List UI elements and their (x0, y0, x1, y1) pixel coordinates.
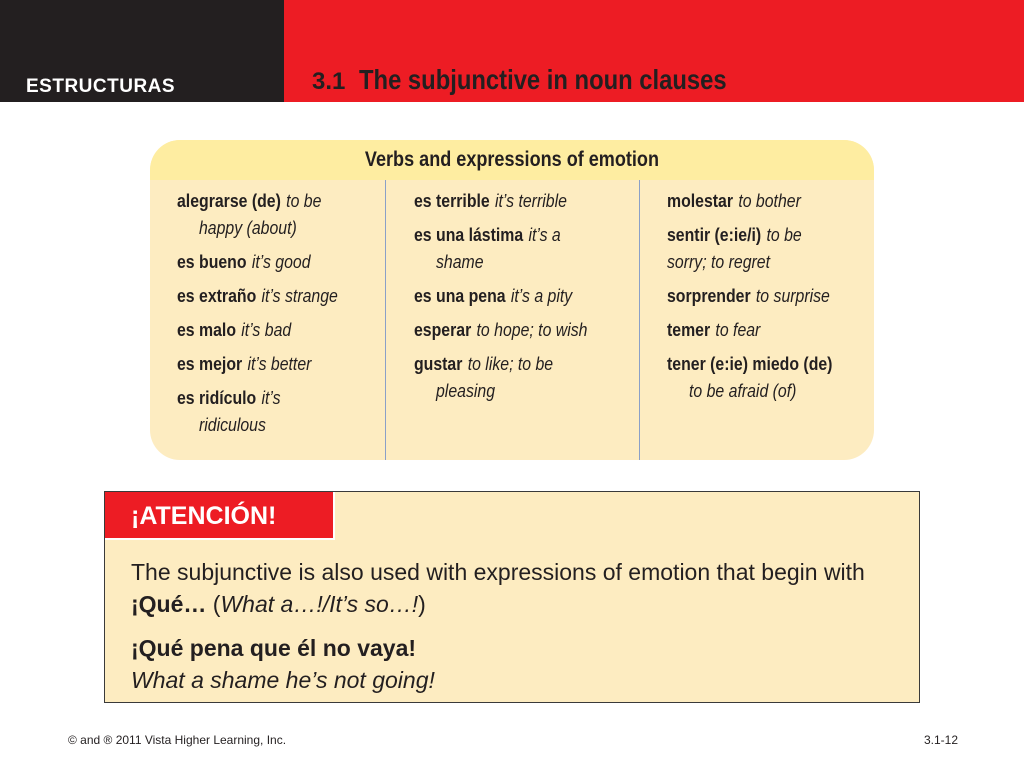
atencion-box (104, 491, 920, 703)
vocab-entry: es mejor it’s better (177, 354, 312, 374)
vocab-box (150, 140, 874, 460)
column-divider (639, 180, 640, 460)
footer-page-number: 3.1-12 (924, 733, 959, 747)
example-english: What a shame he’s not going! (131, 667, 435, 693)
vocab-title: Verbs and expressions of emotion (364, 148, 660, 171)
vocab-column-1 (177, 188, 360, 446)
example-spanish: ¡Qué pena que él no vaya! (131, 635, 417, 661)
vocab-entry: gustar to like; to be pleasing (414, 354, 554, 401)
vocab-entry: es una pena it’s a pity (414, 286, 573, 306)
vocab-entry: alegrarse (de) to be happy (about) (177, 191, 322, 238)
vocab-entry: es malo it’s bad (177, 320, 292, 340)
vocab-entry: esperar to hope; to wish (414, 320, 588, 340)
vocab-column-2 (414, 188, 611, 412)
section-number: 3.1 (312, 68, 346, 95)
atencion-body: The subjunctive is also used with expressions of emotion that begin with ¡Qué… (What a…!/It’s so…!) (131, 559, 865, 617)
vocab-entry: sorprender to surprise (667, 286, 830, 306)
vocab-entry: es bueno it’s good (177, 252, 311, 272)
vocab-entry: es una lástima it’s a shame (414, 225, 561, 272)
atencion-tag-text: ¡ATENCIÓN! (131, 502, 277, 530)
vocab-entry: es ridículo it’s ridiculous (177, 388, 281, 435)
atencion-tag (105, 492, 335, 540)
vocab-entry: temer to fear (667, 320, 761, 340)
footer-copyright: © and ® 2011 Vista Higher Learning, Inc. (68, 733, 287, 747)
title-text: The subjunctive in noun clauses (359, 64, 728, 95)
vocab-column-3 (667, 188, 855, 412)
page-title (312, 64, 792, 96)
column-divider (385, 180, 386, 460)
vocab-entry: es terrible it’s terrible (414, 191, 567, 211)
vocab-entry: sentir (e:ie/i) to be sorry; to regret (667, 225, 802, 272)
vocab-entry: molestar to bother (667, 191, 801, 211)
section-label: ESTRUCTURAS (26, 76, 176, 97)
vocab-entry: tener (e:ie) miedo (de) to be afraid (of) (667, 354, 833, 401)
vocab-entry: es extraño it’s strange (177, 286, 338, 306)
atencion-example (131, 632, 435, 696)
